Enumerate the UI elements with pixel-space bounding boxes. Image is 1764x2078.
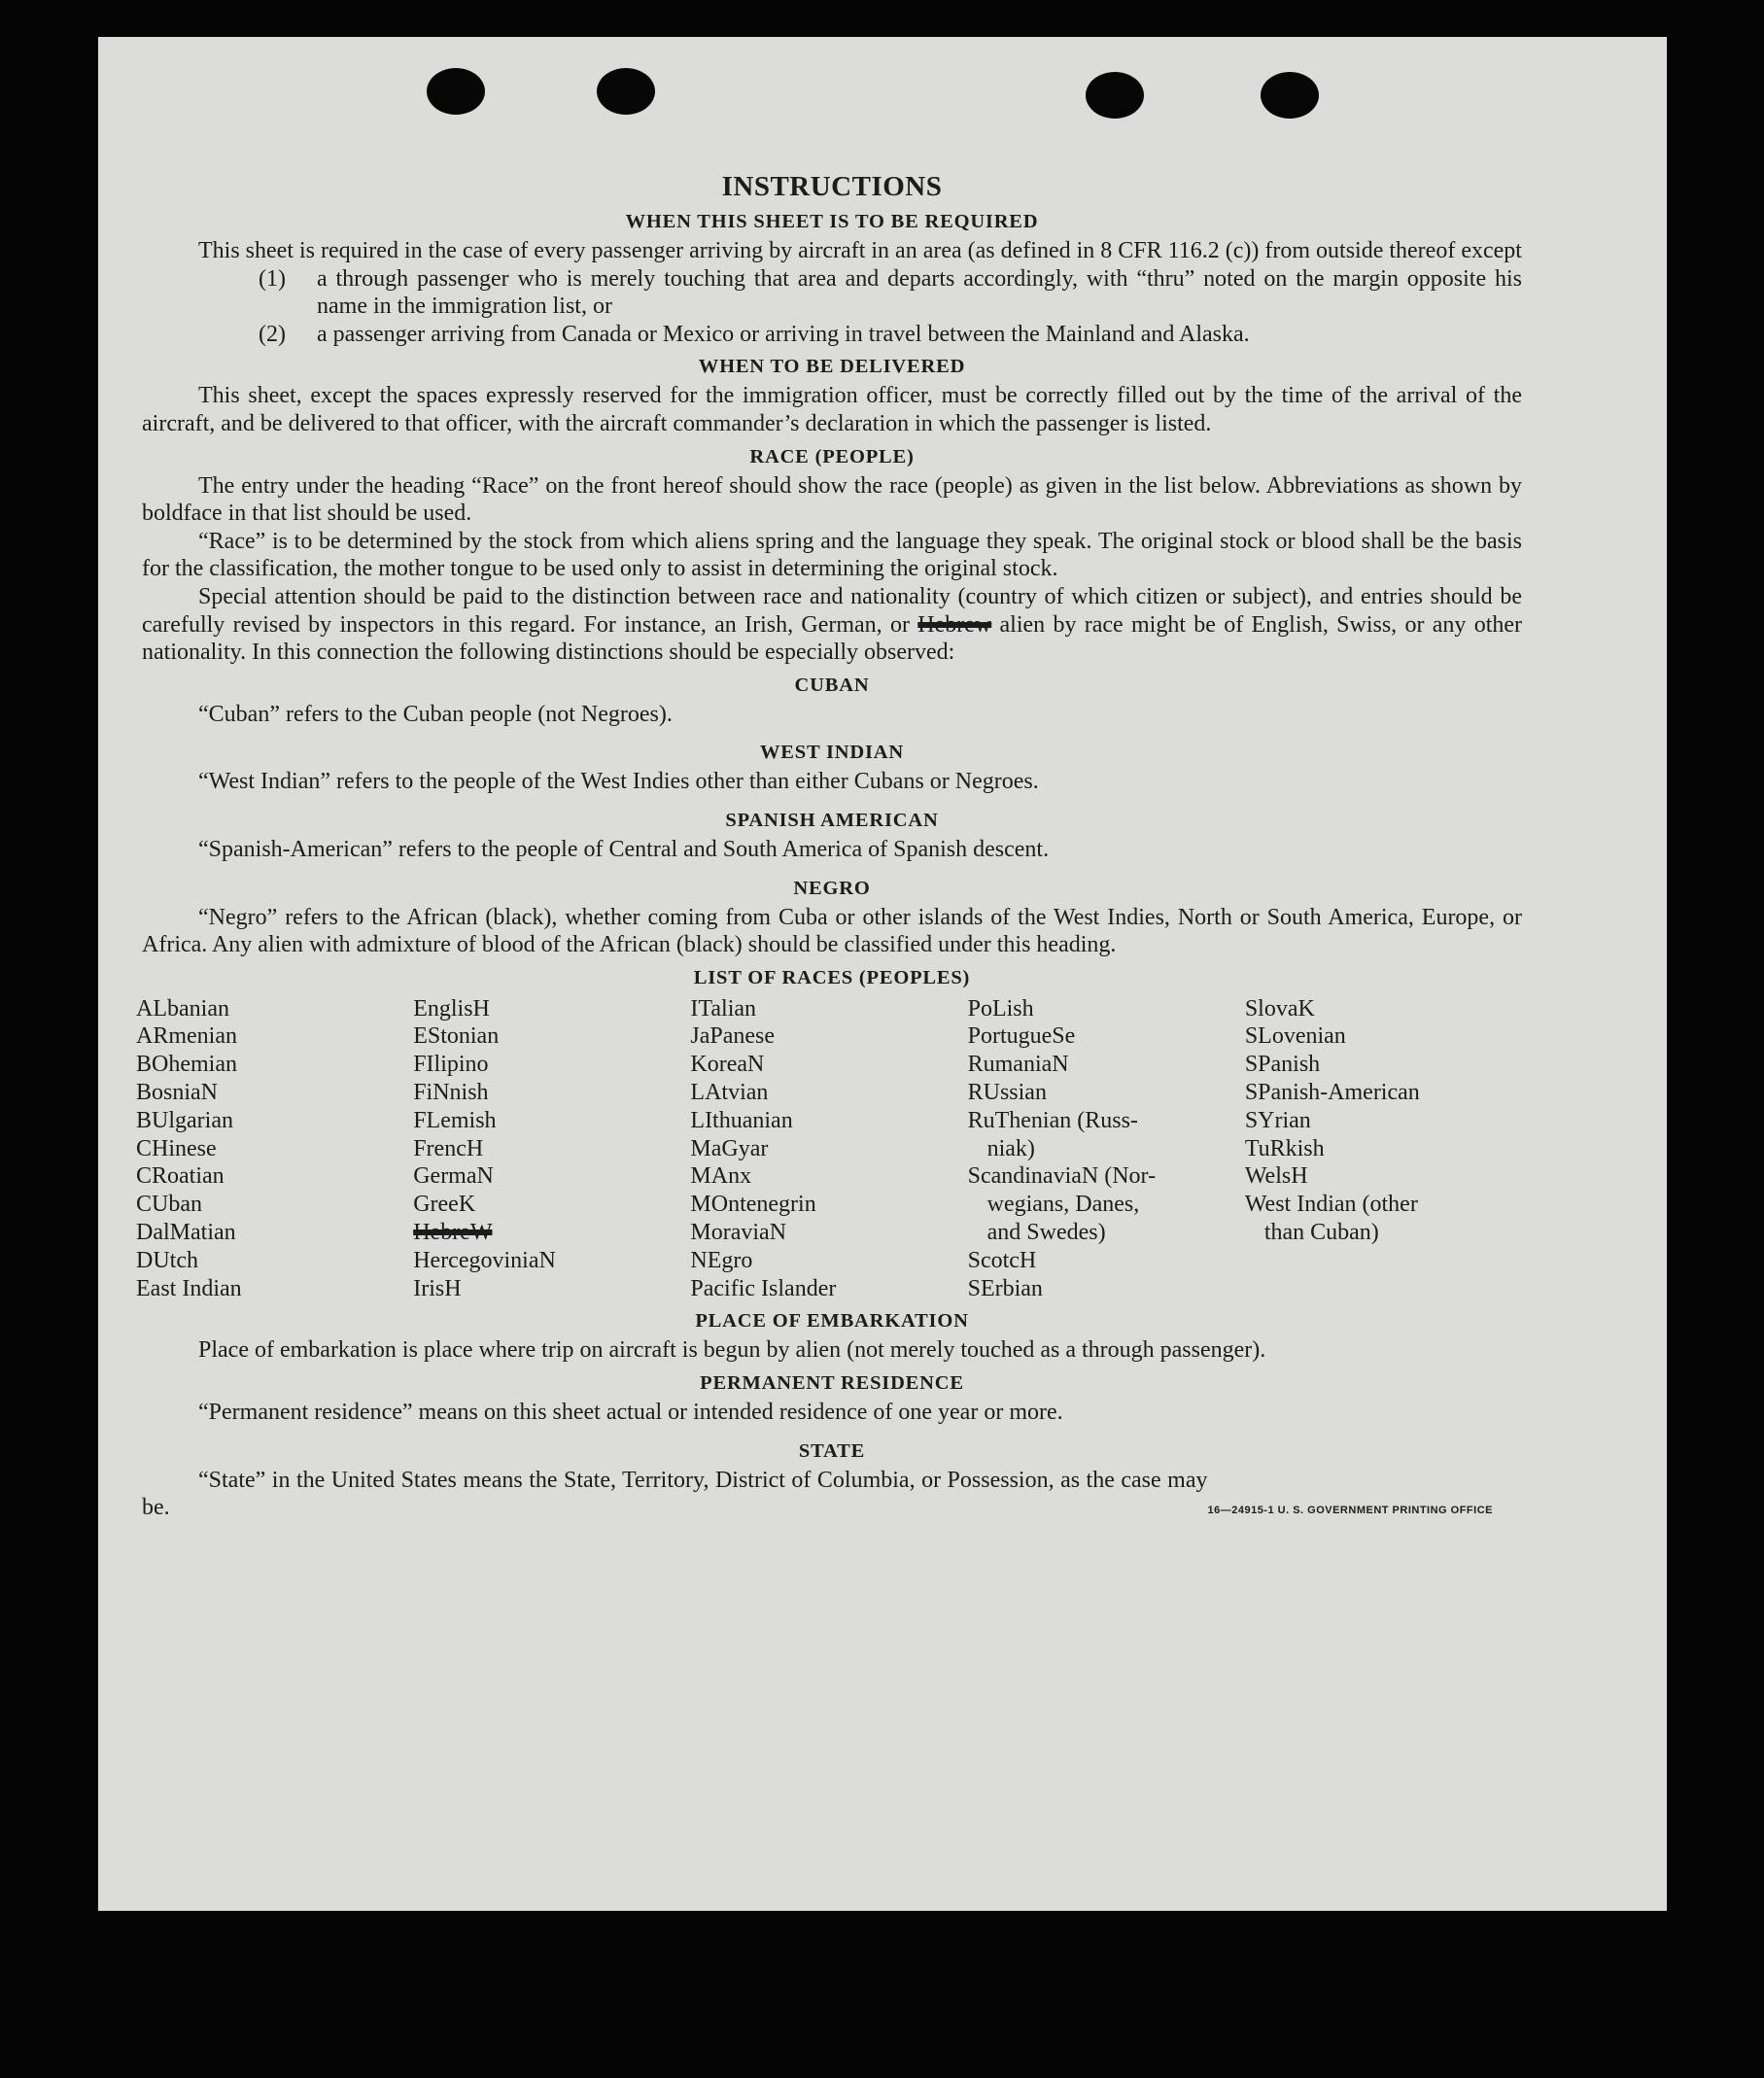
race-entry: WelsH bbox=[1244, 1163, 1308, 1190]
punch-hole bbox=[1086, 72, 1144, 119]
races-column bbox=[413, 995, 690, 1303]
section-heading-state: STATE bbox=[798, 1439, 866, 1462]
west-indian-text: “West Indian” refers to the people of the West Indies other than either Cubans or Negroes. bbox=[198, 769, 1039, 795]
negro-text: “Negro” refers to the African (black), whether coming from Cuba or other islands of the West Indies, North or South America, Europe, or Africa. Any alien with admixture of blood of the African (black) should be classified under this heading. bbox=[142, 904, 1522, 958]
race-entry: FiNnish bbox=[413, 1080, 489, 1106]
race-entry: DalMatian bbox=[136, 1220, 236, 1246]
section-heading-embarkation: PLACE OF EMBARKATION bbox=[695, 1310, 969, 1333]
race-entry: EnglisH bbox=[413, 995, 490, 1022]
section-heading-residence: PERMANENT RESIDENCE bbox=[700, 1372, 964, 1395]
punch-hole bbox=[1261, 72, 1319, 119]
race-entry: LAtvian bbox=[690, 1080, 769, 1106]
item-number: (1) bbox=[259, 265, 286, 292]
race-entry: ARmenian bbox=[136, 1023, 237, 1050]
item-number: (2) bbox=[259, 321, 286, 347]
race-entry: MAnx bbox=[690, 1163, 752, 1190]
race-entry: ITalian bbox=[690, 995, 757, 1022]
race-entry: ScandinaviaN (Nor- bbox=[967, 1163, 1157, 1190]
when-delivered-text: This sheet, except the spaces expressly reserved for the immigration officer, must be correctly filled out by the time of the arrival of the aircraft, and be delivered to that officer, with the aircraft commander’s declaration in which the passenger is listed. bbox=[142, 383, 1522, 436]
race-entry: CUban bbox=[136, 1192, 202, 1218]
race-entry: LIthuanian bbox=[690, 1107, 793, 1133]
race-entry: than Cuban) bbox=[1263, 1220, 1379, 1246]
race-entry: wegians, Danes, bbox=[986, 1192, 1140, 1218]
race-entry: HercegoviniaN bbox=[413, 1247, 556, 1273]
race-entry: West Indian (other bbox=[1244, 1192, 1418, 1218]
exception-item bbox=[259, 321, 1522, 349]
races-column bbox=[968, 995, 1245, 1303]
race-entry: FLemish bbox=[413, 1107, 497, 1133]
race-entry: MOntenegrin bbox=[690, 1192, 816, 1218]
race-entry: PortugueSe bbox=[967, 1023, 1076, 1050]
races-column bbox=[690, 995, 967, 1303]
race-p3-before: Special attention should be paid to the distinction between race and nationality (country of which citizen or subject), and entries should be carefully revised by inspectors in this regard. For instance, an Irish, German, or bbox=[142, 583, 1522, 638]
race-entry: ScotcH bbox=[967, 1247, 1037, 1273]
race-entry: DUtch bbox=[136, 1247, 198, 1273]
embarkation-text: Place of embarkation is place where trip on aircraft is begun by alien (not merely touched as a through passenger). bbox=[198, 1337, 1266, 1364]
struck-word: Hebrew bbox=[917, 611, 992, 638]
race-entry: NEgro bbox=[690, 1247, 753, 1273]
race-entry: KoreaN bbox=[690, 1052, 765, 1078]
race-entry: FIlipino bbox=[413, 1052, 489, 1078]
races-column bbox=[136, 995, 413, 1303]
race-entry: SErbian bbox=[967, 1275, 1043, 1301]
exceptions-list bbox=[142, 265, 1522, 349]
section-heading-west-indian: WEST INDIAN bbox=[760, 742, 904, 764]
race-entry: BosniaN bbox=[136, 1080, 218, 1106]
race-paragraph-2: “Race” is to be determined by the stock from which aliens spring and the language they speak. The original stock or blood shall be the basis for the classification, the mother tongue to be used only to assist in determining the original stock. bbox=[142, 528, 1522, 582]
race-entry: SlovaK bbox=[1244, 995, 1315, 1022]
race-entry: RumaniaN bbox=[967, 1052, 1069, 1078]
race-entry: IrisH bbox=[413, 1275, 462, 1301]
race-entry: FrencH bbox=[413, 1135, 484, 1161]
race-entry: MoraviaN bbox=[690, 1220, 787, 1246]
instructions-content bbox=[136, 171, 1523, 1522]
race-paragraph-3 bbox=[142, 583, 1522, 667]
race-entry: TuRkish bbox=[1244, 1135, 1325, 1161]
race-entry: RuThenian (Russ- bbox=[967, 1107, 1138, 1133]
races-list bbox=[136, 995, 1522, 1303]
race-entry: CHinese bbox=[136, 1135, 217, 1161]
race-entry: GermaN bbox=[413, 1163, 494, 1190]
race-entry: Pacific Islander bbox=[690, 1275, 837, 1301]
race-entry: SYrian bbox=[1244, 1107, 1311, 1133]
state-text: “State” in the United States means the State, Territory, District of Columbia, or Possession, as the case may be. bbox=[142, 1467, 1208, 1521]
section-heading-race: RACE (PEOPLE) bbox=[749, 445, 915, 468]
exception-item bbox=[259, 265, 1522, 321]
race-entry: niak) bbox=[986, 1135, 1035, 1161]
item-text: a through passenger who is merely touching that area and departs accordingly, with “thru” noted on the margin opposite his name in the immigration list, or bbox=[317, 265, 1522, 320]
document-page bbox=[98, 37, 1667, 1911]
section-heading-negro: NEGRO bbox=[793, 877, 871, 899]
races-column bbox=[1245, 995, 1522, 1303]
page-title: INSTRUCTIONS bbox=[721, 171, 943, 202]
race-entry: CRoatian bbox=[136, 1163, 225, 1190]
when-required-intro: This sheet is required in the case of every passenger arriving by aircraft in an area (as defined in 8 CFR 116.2 (c)) from outside thereof except bbox=[198, 238, 1522, 263]
section-heading-spanish-american: SPANISH AMERICAN bbox=[725, 809, 939, 831]
section-heading-when-required: WHEN THIS SHEET IS TO BE REQUIRED bbox=[625, 211, 1039, 232]
race-entry-struck: HebreW bbox=[413, 1220, 493, 1246]
state-and-footer bbox=[142, 1467, 1522, 1522]
race-paragraph-1: The entry under the heading “Race” on the front hereof should show the race (people) as given in the list below. Abbreviations as shown by boldface in that list should be used. bbox=[142, 472, 1522, 527]
residence-text: “Permanent residence” means on this sheet actual or intended residence of one year or more. bbox=[198, 1400, 1063, 1426]
race-entry: MaGyar bbox=[690, 1135, 769, 1161]
spanish-american-text: “Spanish-American” refers to the people of Central and South America of Spanish descent. bbox=[198, 836, 1050, 862]
section-heading-list-of-races: LIST OF RACES (PEOPLES) bbox=[693, 966, 971, 988]
race-entry: BUlgarian bbox=[136, 1107, 233, 1133]
race-entry: ALbanian bbox=[136, 995, 229, 1022]
punch-hole bbox=[597, 68, 655, 115]
cuban-text: “Cuban” refers to the Cuban people (not Negroes). bbox=[198, 701, 673, 727]
punch-hole bbox=[427, 68, 485, 115]
race-entry: JaPanese bbox=[690, 1023, 776, 1050]
race-entry: EStonian bbox=[413, 1023, 500, 1050]
race-p3-after: alien by race might be of English, Swiss, or any other nationality. In this connection the following distinctions should be especially observed: bbox=[142, 611, 1523, 666]
race-entry: SPanish bbox=[1244, 1052, 1321, 1078]
section-heading-cuban: CUBAN bbox=[794, 674, 870, 696]
section-heading-when-delivered: WHEN TO BE DELIVERED bbox=[698, 356, 966, 378]
race-entry: SPanish-American bbox=[1244, 1080, 1420, 1106]
race-entry: PoLish bbox=[967, 995, 1034, 1022]
race-entry: and Swedes) bbox=[986, 1220, 1106, 1246]
item-text: a passenger arriving from Canada or Mexico or arriving in travel between the Mainland and Alaska. bbox=[317, 321, 1250, 347]
race-entry: East Indian bbox=[136, 1275, 242, 1301]
race-entry: GreeK bbox=[413, 1192, 476, 1218]
race-entry: SLovenian bbox=[1244, 1023, 1346, 1050]
race-entry: RUssian bbox=[967, 1080, 1047, 1106]
printing-office-imprint: 16—24915-1 U. S. GOVERNMENT PRINTING OFFICE bbox=[1207, 1504, 1493, 1516]
race-entry: BOhemian bbox=[136, 1052, 237, 1078]
